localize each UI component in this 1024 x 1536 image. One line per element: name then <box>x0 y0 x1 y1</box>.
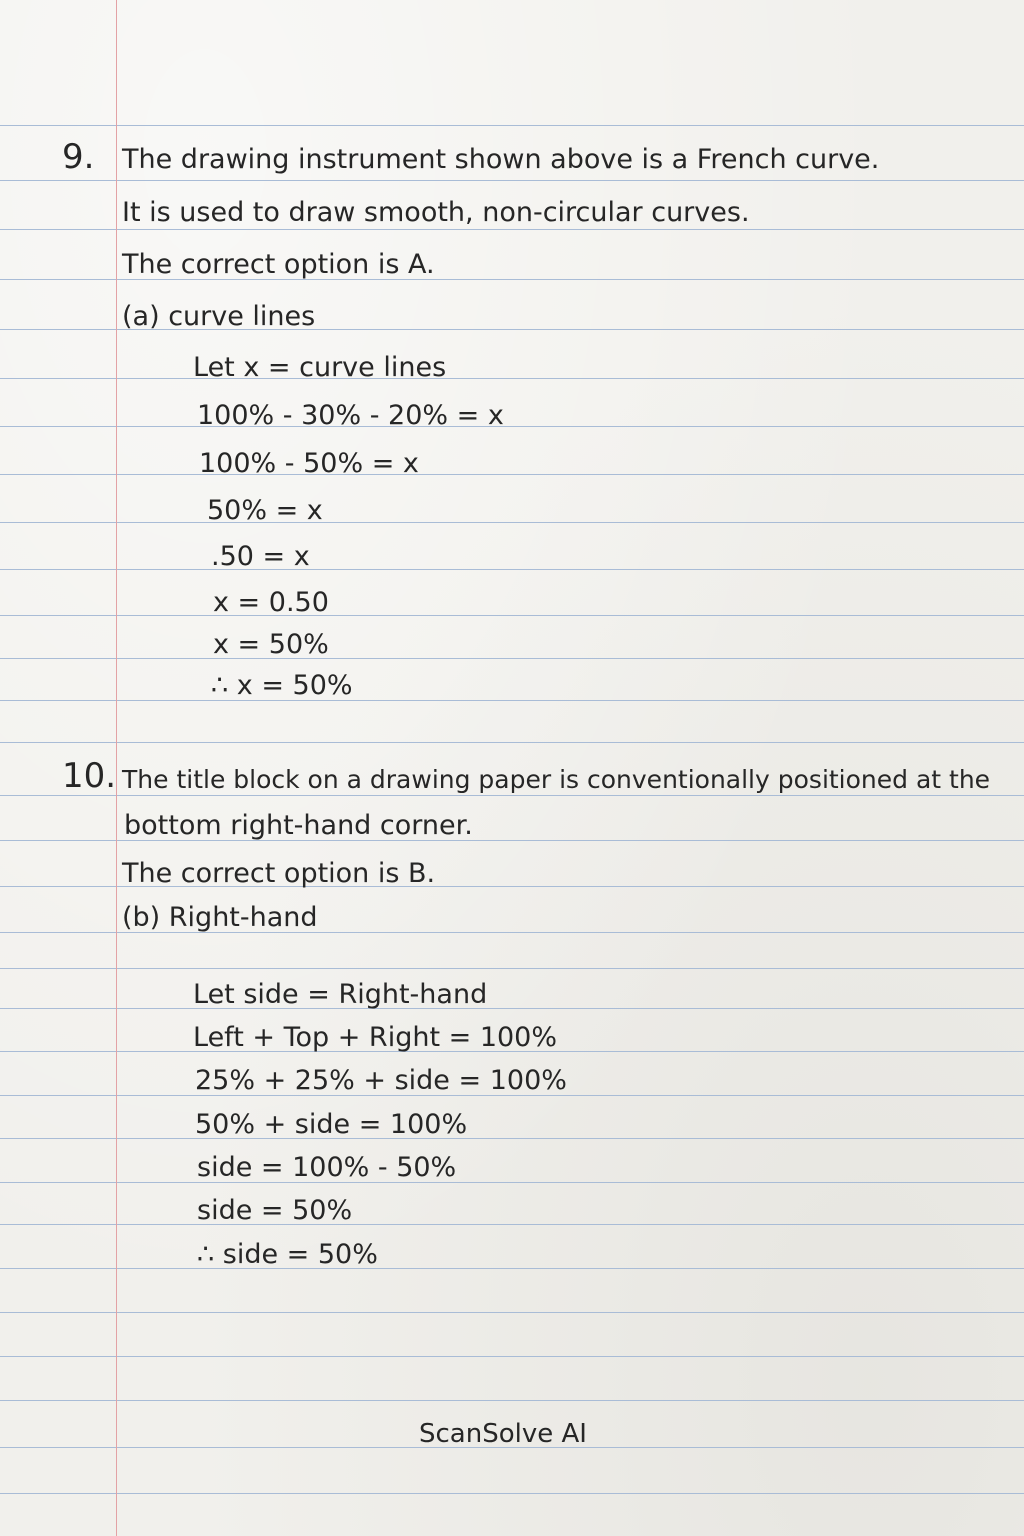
working-line: side = 50% <box>197 1195 353 1226</box>
ruled-line <box>0 1493 1024 1494</box>
question-number: 9. <box>62 137 95 177</box>
working-line: .50 = x <box>211 541 310 572</box>
working-line: x = 0.50 <box>213 587 329 618</box>
ruled-line <box>0 795 1024 796</box>
working-line: ∴ x = 50% <box>211 670 353 701</box>
ruled-line <box>0 1008 1024 1009</box>
answer-line: The drawing instrument shown above is a French curve. <box>122 144 880 175</box>
working-line: 100% - 30% - 20% = x <box>197 400 504 431</box>
working-line: ∴ side = 50% <box>197 1239 378 1270</box>
answer-line: The correct option is B. <box>122 858 436 889</box>
working-line: Let x = curve lines <box>193 352 447 383</box>
ruled-line <box>0 1224 1024 1225</box>
working-line: 100% - 50% = x <box>199 448 419 479</box>
working-line: 50% = x <box>207 495 323 526</box>
working-line: Let side = Right-hand <box>193 979 488 1010</box>
ruled-line <box>0 1400 1024 1401</box>
ruled-line <box>0 968 1024 969</box>
selected-option: (b) Right-hand <box>122 902 318 933</box>
ruled-line <box>0 569 1024 570</box>
ruled-line <box>0 1138 1024 1139</box>
ruled-line <box>0 1356 1024 1357</box>
working-line: side = 100% - 50% <box>197 1152 457 1183</box>
ruled-line <box>0 700 1024 701</box>
ruled-line <box>0 426 1024 427</box>
ruled-line <box>0 658 1024 659</box>
ruled-line <box>0 615 1024 616</box>
ruled-line <box>0 522 1024 523</box>
answer-line: It is used to draw smooth, non-circular curves. <box>122 197 750 228</box>
working-line: 25% + 25% + side = 100% <box>195 1065 567 1096</box>
ruled-line <box>0 180 1024 181</box>
answer-line: bottom right-hand corner. <box>124 810 473 841</box>
ruled-line <box>0 229 1024 230</box>
ruled-line <box>0 125 1024 126</box>
answer-line: The title block on a drawing paper is conventionally positioned at the <box>122 765 991 794</box>
ruled-line <box>0 1182 1024 1183</box>
working-line: Left + Top + Right = 100% <box>193 1022 558 1053</box>
working-line: 50% + side = 100% <box>195 1109 468 1140</box>
margin-line <box>116 0 117 1536</box>
ruled-line <box>0 1268 1024 1269</box>
footer-brand: ScanSolve AI <box>419 1419 587 1449</box>
answer-line: The correct option is A. <box>122 249 435 280</box>
ruled-line <box>0 474 1024 475</box>
ruled-line <box>0 378 1024 379</box>
ruled-line <box>0 742 1024 743</box>
selected-option: (a) curve lines <box>122 301 316 332</box>
question-number: 10. <box>62 756 117 796</box>
working-line: x = 50% <box>213 629 329 660</box>
ruled-line <box>0 1312 1024 1313</box>
